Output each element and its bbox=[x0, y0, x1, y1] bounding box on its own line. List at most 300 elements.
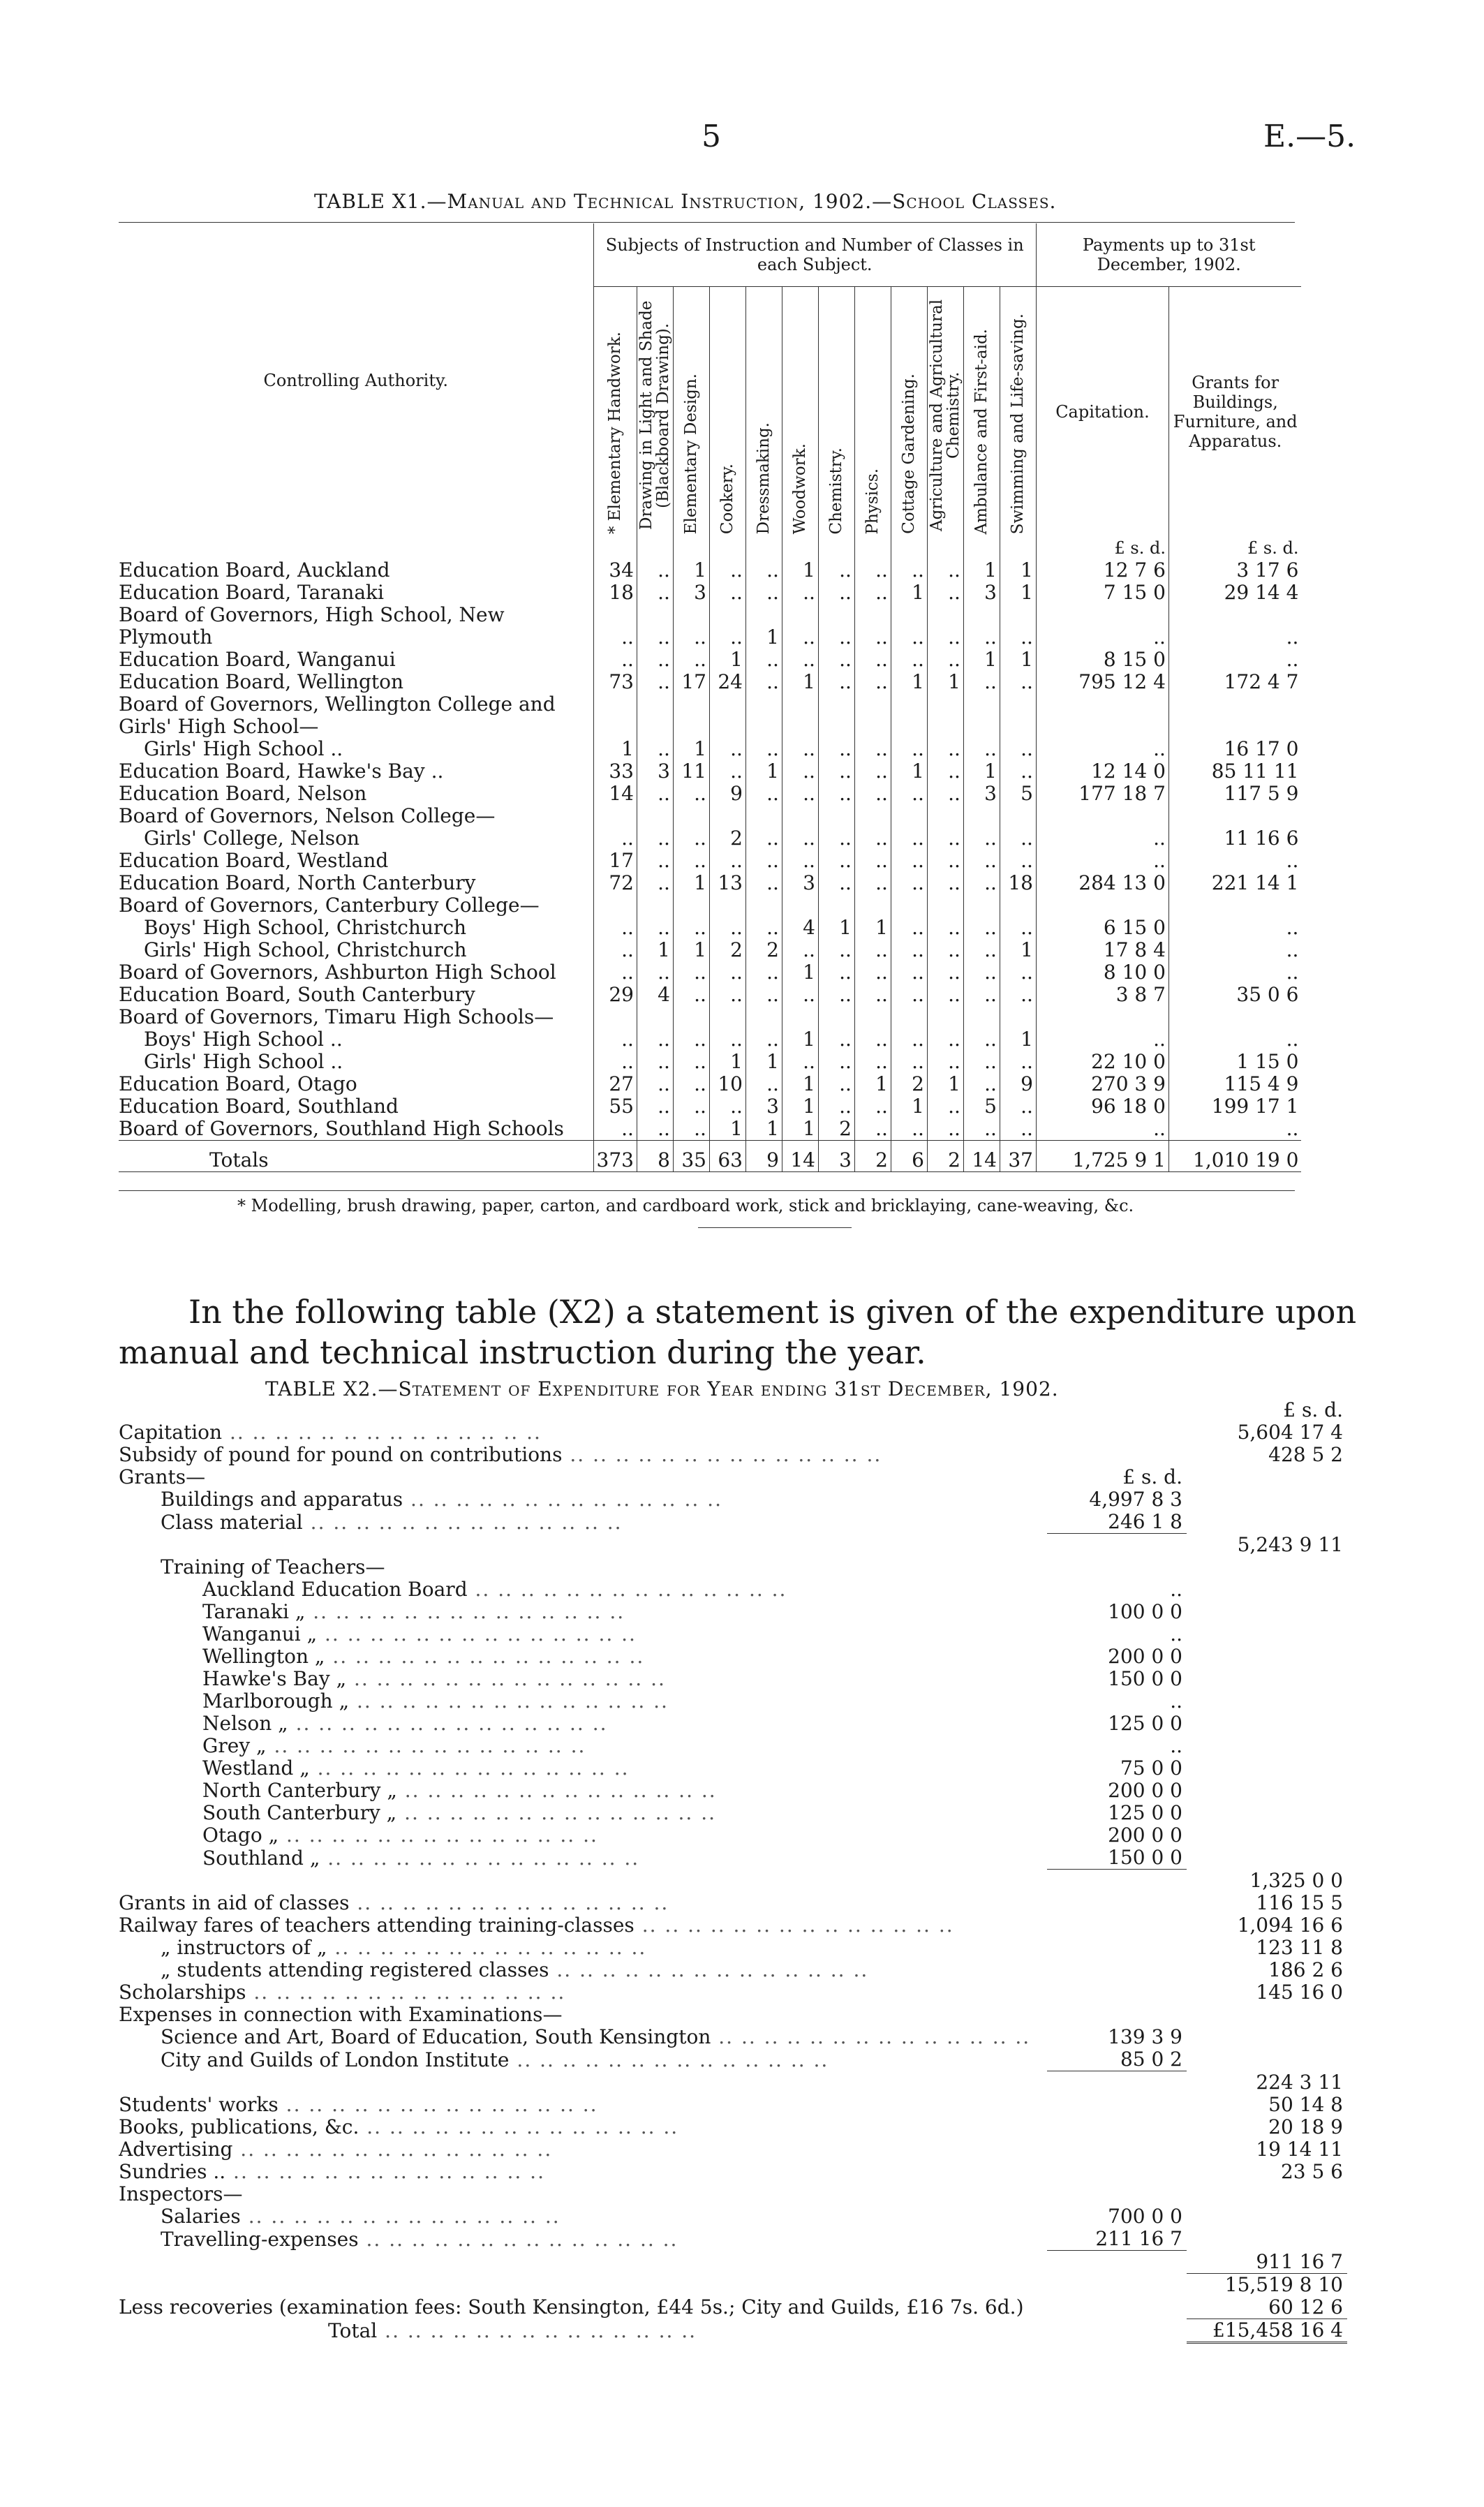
grants-amount: 35 0 6 bbox=[1168, 984, 1301, 1006]
expenditure-line bbox=[119, 2251, 1347, 2274]
class-count: .. bbox=[891, 917, 927, 939]
class-count: .. bbox=[963, 1028, 1000, 1051]
total-amount: 428 5 2 bbox=[1268, 1443, 1343, 1466]
class-count: .. bbox=[854, 984, 891, 1006]
expenditure-label-text: Taranaki „ bbox=[202, 1601, 306, 1623]
leader-dots: .. .. .. .. .. .. .. .. .. .. .. .. .. .. bbox=[711, 2026, 1031, 2048]
class-count: .. bbox=[1000, 604, 1036, 649]
class-count: .. bbox=[927, 1118, 963, 1141]
table-x1 bbox=[119, 223, 1301, 1172]
class-count: .. bbox=[891, 1028, 927, 1051]
grants-amount: 117 5 9 bbox=[1168, 783, 1301, 805]
expenditure-line bbox=[119, 2273, 1347, 2296]
class-count: .. bbox=[891, 850, 927, 872]
units-spacer bbox=[119, 537, 593, 559]
expenditure-label bbox=[119, 1466, 1047, 1488]
table-x2-title-prefix: TABLE X2.— bbox=[265, 1377, 399, 1400]
class-count bbox=[593, 693, 637, 738]
class-count: .. bbox=[927, 1028, 963, 1051]
controlling-authority: Girls' High School .. bbox=[144, 738, 343, 760]
subject-header-1 bbox=[637, 287, 673, 538]
subject-header-6 bbox=[818, 287, 854, 538]
expenditure-line bbox=[119, 1668, 1347, 1690]
grants-amount: .. bbox=[1168, 961, 1301, 984]
subject-header-label: * Elementary Handwork. bbox=[606, 331, 625, 534]
class-count: .. bbox=[709, 760, 745, 783]
grants-amount bbox=[1168, 693, 1301, 738]
class-count: .. bbox=[963, 1118, 1000, 1141]
expenditure-label-text: Marlborough „ bbox=[202, 1690, 350, 1713]
class-count: .. bbox=[673, 1118, 709, 1141]
class-count: .. bbox=[673, 984, 709, 1006]
expenditure-label bbox=[119, 1534, 1047, 1557]
class-count: .. bbox=[927, 939, 963, 961]
controlling-authority: Board of Governors, Timaru High Schools— bbox=[119, 1006, 554, 1028]
leader-dots: .. .. .. .. .. .. .. .. .. .. .. .. .. .. bbox=[549, 1959, 869, 1981]
capitation-amount: .. bbox=[1036, 604, 1168, 649]
leader-dots: .. .. .. .. .. .. .. .. .. .. .. .. .. .. bbox=[346, 1668, 666, 1690]
class-count: .. bbox=[818, 984, 854, 1006]
class-count: .. bbox=[637, 872, 673, 894]
expenditure-label-text: South Canterbury „ bbox=[202, 1802, 397, 1824]
total-amount: 15,519 8 10 bbox=[1187, 2273, 1347, 2296]
table-x2-title bbox=[265, 1377, 1059, 1400]
class-count: 2 bbox=[709, 939, 745, 961]
subtotal-amount: 211 16 7 bbox=[1095, 2227, 1182, 2250]
leader-dots: .. .. .. .. .. .. .. .. .. .. .. .. .. .. bbox=[246, 1981, 566, 2004]
class-count: .. bbox=[891, 649, 927, 671]
class-count: .. bbox=[709, 917, 745, 939]
class-count: 1 bbox=[709, 649, 745, 671]
subject-header-4 bbox=[745, 287, 782, 538]
total-amount: 23 5 6 bbox=[1280, 2160, 1343, 2183]
class-count: 2 bbox=[745, 939, 782, 961]
subtotal-amount: 700 0 0 bbox=[1108, 2205, 1182, 2228]
expenditure-line bbox=[119, 2296, 1347, 2319]
class-count bbox=[593, 894, 637, 917]
class-count: .. bbox=[1000, 917, 1036, 939]
class-count: 1 bbox=[673, 559, 709, 582]
class-count: .. bbox=[782, 582, 818, 604]
expenditure-line bbox=[119, 1757, 1347, 1780]
expenditure-label bbox=[119, 1421, 1047, 1444]
class-count: .. bbox=[745, 649, 782, 671]
expenditure-label-text: Total bbox=[328, 2319, 378, 2342]
class-count: 1 bbox=[745, 760, 782, 783]
total-amount bbox=[1187, 2205, 1347, 2228]
class-count: .. bbox=[637, 649, 673, 671]
leader-dots: .. .. .. .. .. .. .. .. .. .. .. .. .. .. bbox=[279, 1824, 598, 1847]
class-count bbox=[963, 693, 1000, 738]
expenditure-label-text: Buildings and apparatus bbox=[161, 1488, 403, 1511]
expenditure-line bbox=[119, 1690, 1347, 1713]
capitation-amount bbox=[1036, 805, 1168, 827]
class-count: 17 bbox=[673, 671, 709, 693]
class-count: .. bbox=[593, 1118, 637, 1141]
class-count: .. bbox=[891, 1118, 927, 1141]
units-spacer bbox=[593, 537, 637, 559]
class-count: 1 bbox=[673, 738, 709, 760]
subject-header-label: Chemistry. bbox=[827, 447, 846, 534]
class-count bbox=[745, 894, 782, 917]
expenditure-label bbox=[119, 2094, 1047, 2116]
class-count: .. bbox=[673, 649, 709, 671]
expenditure-label bbox=[119, 2273, 1047, 2296]
expenditure-label bbox=[119, 2004, 1047, 2026]
table-row bbox=[119, 1118, 1301, 1141]
expenditure-label bbox=[119, 1488, 1047, 1511]
total-amount: 911 16 7 bbox=[1256, 2249, 1343, 2273]
expenditure-label-text: Class material bbox=[161, 1511, 303, 1534]
class-count: .. bbox=[745, 850, 782, 872]
class-count: .. bbox=[854, 783, 891, 805]
class-count: .. bbox=[963, 984, 1000, 1006]
expenditure-line bbox=[119, 1578, 1347, 1601]
expenditure-label-text: Travelling-expenses bbox=[161, 2228, 359, 2251]
class-count bbox=[927, 693, 963, 738]
subtotal-amount bbox=[1047, 2071, 1187, 2094]
expenditure-line bbox=[119, 2026, 1347, 2048]
class-count: .. bbox=[1000, 738, 1036, 760]
total-count: 3 bbox=[818, 1141, 854, 1172]
total-amount bbox=[1187, 1713, 1347, 1735]
class-count bbox=[818, 805, 854, 827]
class-count: 1 bbox=[745, 1051, 782, 1073]
class-count: .. bbox=[854, 850, 891, 872]
units-spacer bbox=[1000, 537, 1036, 559]
total-amount bbox=[1187, 1556, 1347, 1578]
total-amount bbox=[1187, 2004, 1347, 2026]
table-row bbox=[119, 582, 1301, 604]
subject-header-2 bbox=[673, 287, 709, 538]
class-count: .. bbox=[854, 1028, 891, 1051]
class-count: .. bbox=[818, 582, 854, 604]
expenditure-line bbox=[119, 2161, 1347, 2183]
capitation-amount: .. bbox=[1036, 1118, 1168, 1141]
intro-paragraph bbox=[119, 1292, 1375, 1373]
grants-amount: .. bbox=[1168, 917, 1301, 939]
leader-dots: .. .. .. .. .. .. .. .. .. .. .. .. .. .. bbox=[396, 1802, 717, 1824]
class-count bbox=[673, 894, 709, 917]
class-count: 3 bbox=[745, 1095, 782, 1118]
class-count: .. bbox=[782, 939, 818, 961]
class-count bbox=[1000, 805, 1036, 827]
expenditure-label-text: „ instructors of „ bbox=[161, 1937, 327, 1959]
class-count: .. bbox=[637, 850, 673, 872]
class-count: 33 bbox=[593, 760, 637, 783]
class-count: .. bbox=[818, 671, 854, 693]
class-count bbox=[927, 805, 963, 827]
class-count: .. bbox=[818, 1095, 854, 1118]
class-count: .. bbox=[745, 582, 782, 604]
class-count: .. bbox=[854, 582, 891, 604]
capitation-amount: 96 18 0 bbox=[1036, 1095, 1168, 1118]
class-count: 1 bbox=[782, 1073, 818, 1095]
expenditure-label bbox=[119, 2319, 1047, 2342]
expenditure-line bbox=[119, 1824, 1347, 1847]
subtotal-amount bbox=[1047, 1870, 1187, 1893]
subtotal-amount: 125 0 0 bbox=[1108, 1712, 1182, 1735]
class-count bbox=[782, 693, 818, 738]
class-count bbox=[1000, 693, 1036, 738]
capitation-total: 1,725 9 1 bbox=[1036, 1141, 1168, 1172]
units-spacer bbox=[963, 537, 1000, 559]
expenditure-label bbox=[119, 1937, 1047, 1959]
class-count: .. bbox=[818, 1073, 854, 1095]
controlling-authority: Education Board, South Canterbury bbox=[119, 984, 475, 1006]
expenditure-line bbox=[119, 1556, 1347, 1578]
subtotal-amount: 4,997 8 3 bbox=[1089, 1488, 1182, 1511]
class-count: .. bbox=[709, 582, 745, 604]
totals-label: Totals bbox=[119, 1141, 593, 1172]
class-count bbox=[1000, 894, 1036, 917]
subject-header-label: Cottage Gardening. bbox=[900, 374, 919, 534]
class-count: 1 bbox=[673, 939, 709, 961]
capitation-amount: .. bbox=[1036, 1028, 1168, 1051]
class-count: .. bbox=[637, 1073, 673, 1095]
expenditure-line bbox=[119, 2116, 1347, 2138]
class-count bbox=[891, 894, 927, 917]
controlling-authority: Girls' College, Nelson bbox=[144, 827, 359, 850]
grants-amount: .. bbox=[1168, 604, 1301, 649]
controlling-authority: Boys' High School .. bbox=[144, 1028, 343, 1051]
class-count: .. bbox=[1000, 1118, 1036, 1141]
controlling-authority: Girls' High School .. bbox=[144, 1051, 343, 1073]
class-count: .. bbox=[1000, 961, 1036, 984]
class-count: 1 bbox=[963, 649, 1000, 671]
expenditure-line bbox=[119, 1780, 1347, 1802]
total-amount: 1,325 0 0 bbox=[1249, 1869, 1343, 1892]
class-count: .. bbox=[927, 559, 963, 582]
class-count: .. bbox=[818, 649, 854, 671]
expenditure-label bbox=[119, 1578, 1047, 1601]
subtotal-amount bbox=[1047, 1914, 1187, 1937]
class-count: .. bbox=[782, 850, 818, 872]
expenditure-label bbox=[119, 2161, 1047, 2183]
expenditure-line bbox=[119, 2228, 1347, 2251]
class-count: 3 bbox=[673, 582, 709, 604]
class-count: .. bbox=[745, 872, 782, 894]
class-count bbox=[963, 1006, 1000, 1028]
expenditure-label-text: Books, publications, &c. bbox=[119, 2116, 359, 2138]
expenditure-label bbox=[119, 1511, 1047, 1534]
class-count: .. bbox=[673, 1051, 709, 1073]
total-count: 37 bbox=[1000, 1141, 1036, 1172]
class-count: .. bbox=[782, 738, 818, 760]
table-x1-footnote: * Modelling, brush drawing, paper, carton, and cardboard work, stick and bricklaying, cane-weaving, &c. bbox=[237, 1196, 1134, 1215]
class-count: .. bbox=[709, 738, 745, 760]
expenditure-label-text: Southland „ bbox=[202, 1847, 320, 1870]
total-amount: 50 14 8 bbox=[1268, 2093, 1343, 2116]
class-count: .. bbox=[927, 872, 963, 894]
expenditure-label-text: Grants in aid of classes bbox=[119, 1892, 350, 1914]
class-count: .. bbox=[963, 939, 1000, 961]
class-count: .. bbox=[854, 1051, 891, 1073]
class-count: 1 bbox=[782, 961, 818, 984]
expenditure-label-text: Hawke's Bay „ bbox=[202, 1668, 347, 1690]
class-count: .. bbox=[593, 939, 637, 961]
leader-dots: .. .. .. .. .. .. .. .. .. .. .. .. .. .. bbox=[377, 2319, 697, 2342]
class-count: .. bbox=[637, 582, 673, 604]
subject-header-label: Agriculture and Agricultural Chemistry. bbox=[928, 299, 963, 532]
table-x1-units-row bbox=[119, 537, 1301, 559]
class-count: .. bbox=[637, 827, 673, 850]
total-amount bbox=[1187, 1488, 1347, 1511]
class-count: 24 bbox=[709, 671, 745, 693]
grants-amount: 11 16 6 bbox=[1168, 827, 1301, 850]
units-spacer bbox=[891, 537, 927, 559]
class-count: .. bbox=[745, 827, 782, 850]
class-count: 72 bbox=[593, 872, 637, 894]
expenditure-label bbox=[119, 1847, 1047, 1870]
units-spacer bbox=[782, 537, 818, 559]
class-count: .. bbox=[1000, 1051, 1036, 1073]
class-count: .. bbox=[818, 939, 854, 961]
class-count: .. bbox=[927, 1095, 963, 1118]
controlling-authority: Education Board, Auckland bbox=[119, 559, 390, 582]
class-count: .. bbox=[637, 671, 673, 693]
total-amount: 224 3 11 bbox=[1256, 2071, 1343, 2094]
class-count: 1 bbox=[854, 1073, 891, 1095]
subtotal-amount bbox=[1047, 1981, 1187, 2004]
intro-paragraph-text: In the following table (X2) a statement is given of the expenditure upon manual and technical instruction during the year. bbox=[119, 1293, 1357, 1371]
class-count: .. bbox=[745, 738, 782, 760]
expenditure-line bbox=[119, 1511, 1347, 1534]
expenditure-label bbox=[119, 1824, 1047, 1847]
total-amount bbox=[1187, 2048, 1347, 2071]
class-count: 1 bbox=[854, 917, 891, 939]
class-count: .. bbox=[891, 827, 927, 850]
grants-amount: 3 17 6 bbox=[1168, 559, 1301, 582]
class-count: .. bbox=[854, 872, 891, 894]
class-count: 1 bbox=[782, 671, 818, 693]
class-count: 1 bbox=[891, 582, 927, 604]
expenditure-label bbox=[119, 2251, 1047, 2274]
class-count: .. bbox=[818, 1028, 854, 1051]
class-count: .. bbox=[891, 783, 927, 805]
subtotal-amount: 100 0 0 bbox=[1108, 1600, 1182, 1623]
capitation-amount bbox=[1036, 1006, 1168, 1028]
subtotal-amount bbox=[1047, 2094, 1187, 2116]
leader-dots: .. .. .. .. .. .. .. .. .. .. .. .. .. .. bbox=[327, 1937, 647, 1959]
table-row bbox=[119, 1073, 1301, 1095]
class-count bbox=[818, 693, 854, 738]
table-row bbox=[119, 961, 1301, 984]
controlling-authority: Education Board, Taranaki bbox=[119, 582, 384, 604]
class-count: 1 bbox=[963, 559, 1000, 582]
expenditure-label-text: Students' works bbox=[119, 2094, 279, 2116]
expenditure-line bbox=[119, 2048, 1347, 2071]
class-count bbox=[709, 894, 745, 917]
leader-dots: .. .. .. .. .. .. .. .. .. .. .. .. .. .. bbox=[634, 1914, 954, 1937]
expenditure-line bbox=[119, 1892, 1347, 1914]
class-count bbox=[782, 894, 818, 917]
expenditure-label-text: Railway fares of teachers attending training-classes bbox=[119, 1914, 635, 1937]
table-x2-units-row bbox=[119, 1399, 1347, 1421]
units-spacer bbox=[927, 537, 963, 559]
table-row bbox=[119, 604, 1301, 649]
table-row bbox=[119, 760, 1301, 783]
grants-amount: 199 17 1 bbox=[1168, 1095, 1301, 1118]
class-count bbox=[709, 805, 745, 827]
class-count: .. bbox=[709, 559, 745, 582]
class-count: 1 bbox=[1000, 649, 1036, 671]
class-count bbox=[637, 805, 673, 827]
class-count: 1 bbox=[1000, 582, 1036, 604]
class-count: 1 bbox=[782, 1118, 818, 1141]
class-count: .. bbox=[891, 738, 927, 760]
col-grants: Grants for Buildings, Furniture, and Apparatus. bbox=[1168, 287, 1301, 538]
class-count: .. bbox=[593, 1028, 637, 1051]
capitation-amount: 7 15 0 bbox=[1036, 582, 1168, 604]
class-count: .. bbox=[818, 827, 854, 850]
class-count: .. bbox=[854, 559, 891, 582]
expenditure-line bbox=[119, 1646, 1347, 1668]
class-count: .. bbox=[854, 671, 891, 693]
class-count: 1 bbox=[673, 872, 709, 894]
total-amount: 20 18 9 bbox=[1268, 2115, 1343, 2138]
total-amount bbox=[1187, 1847, 1347, 1870]
expenditure-label bbox=[119, 1914, 1047, 1937]
leader-dots: .. .. .. .. .. .. .. .. .. .. .. .. .. .. bbox=[232, 2138, 553, 2161]
subtotal-amount: 85 0 2 bbox=[1120, 2048, 1182, 2071]
table-x1-top-rule bbox=[119, 222, 1295, 223]
controlling-authority: Education Board, North Canterbury bbox=[119, 872, 476, 894]
class-count: .. bbox=[854, 939, 891, 961]
class-count: .. bbox=[637, 783, 673, 805]
total-amount bbox=[1187, 1780, 1347, 1802]
class-count: .. bbox=[854, 827, 891, 850]
subtotal-amount bbox=[1047, 1444, 1187, 1466]
expenditure-label bbox=[119, 1556, 1047, 1578]
class-count: 1 bbox=[1000, 559, 1036, 582]
col-capitation: Capitation. bbox=[1036, 287, 1168, 538]
class-count: .. bbox=[963, 738, 1000, 760]
class-count: .. bbox=[593, 649, 637, 671]
grants-amount: 1 15 0 bbox=[1168, 1051, 1301, 1073]
grants-amount: .. bbox=[1168, 939, 1301, 961]
leader-dots: .. .. .. .. .. .. .. .. .. .. .. .. .. .. bbox=[320, 1847, 640, 1870]
total-amount: 5,243 9 11 bbox=[1237, 1533, 1343, 1556]
total-amount bbox=[1187, 1623, 1347, 1646]
table-row bbox=[119, 1028, 1301, 1051]
expenditure-line bbox=[119, 1713, 1347, 1735]
subtotal-amount bbox=[1047, 1892, 1187, 1914]
expenditure-label-text: Nelson „ bbox=[202, 1713, 288, 1735]
expenditure-label bbox=[119, 1959, 1047, 1981]
class-count: .. bbox=[709, 984, 745, 1006]
class-count: .. bbox=[854, 760, 891, 783]
class-count: 55 bbox=[593, 1095, 637, 1118]
class-count: .. bbox=[1000, 760, 1036, 783]
units-spacer bbox=[745, 537, 782, 559]
controlling-authority: Education Board, Hawke's Bay .. bbox=[119, 760, 444, 783]
class-count bbox=[673, 805, 709, 827]
class-count bbox=[637, 894, 673, 917]
class-count: .. bbox=[891, 604, 927, 649]
expenditure-label-text: Otago „ bbox=[202, 1824, 279, 1847]
table-row bbox=[119, 984, 1301, 1006]
class-count: .. bbox=[891, 872, 927, 894]
class-count: .. bbox=[854, 1118, 891, 1141]
controlling-authority: Board of Governors, Canterbury College— bbox=[119, 894, 540, 917]
total-amount bbox=[1187, 1511, 1347, 1534]
class-count bbox=[854, 894, 891, 917]
subtotal-amount: .. bbox=[1170, 1622, 1182, 1646]
total-amount bbox=[1187, 1690, 1347, 1713]
subtotal-amount bbox=[1047, 2183, 1187, 2205]
total-amount bbox=[1187, 1802, 1347, 1824]
